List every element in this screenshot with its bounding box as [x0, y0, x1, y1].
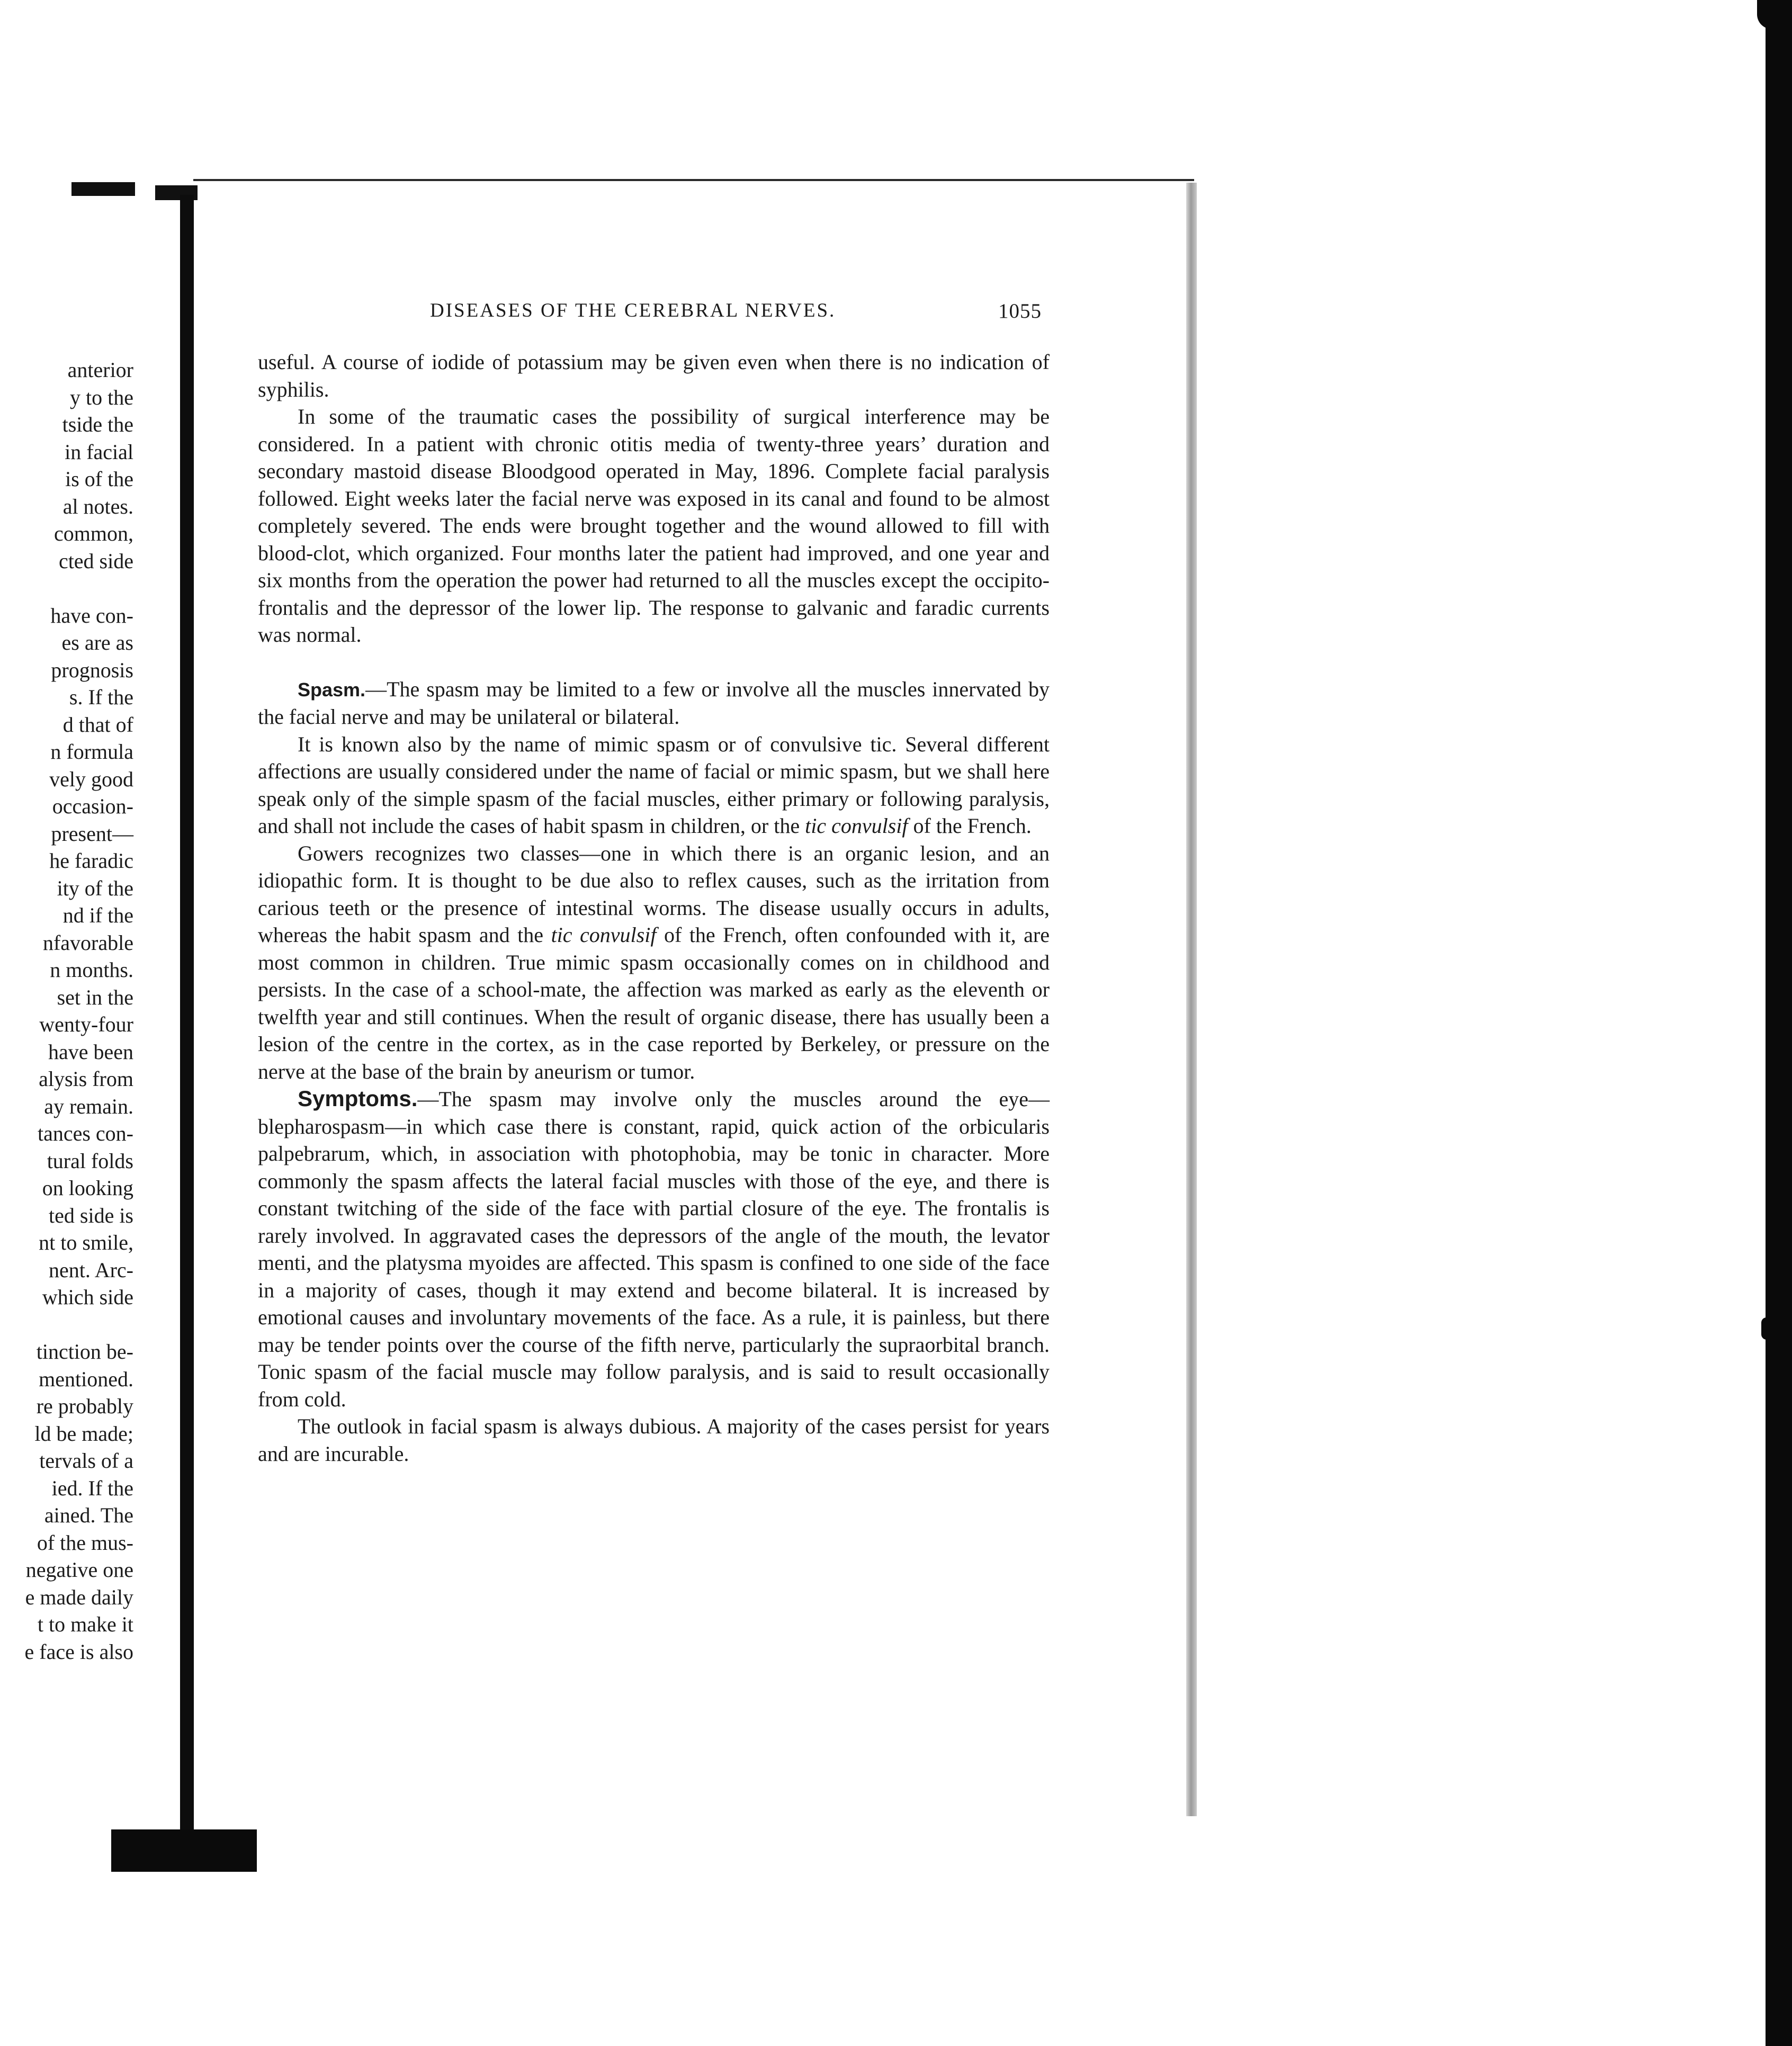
binding-clamp-top: [71, 182, 135, 196]
left-page-line: tural folds: [47, 1148, 133, 1173]
left-page-line: negative one: [25, 1558, 133, 1582]
page-right-edge: [1186, 183, 1197, 1816]
left-page-line: d that of: [62, 712, 133, 737]
left-page-line: [0, 575, 133, 602]
left-page-line: vely good: [49, 767, 133, 791]
left-page-line: [0, 1311, 133, 1339]
left-page-line: prognosis: [51, 658, 133, 682]
left-page-line: tinction be-: [36, 1340, 133, 1363]
paragraph-outlook: The outlook in facial spasm is always dubious. A majority of the cases persist for years and are incurable.: [258, 1414, 1050, 1466]
left-page-line: which side: [42, 1285, 133, 1309]
italic-term: tic convulsif: [805, 814, 908, 838]
left-page-line: occasion-: [52, 794, 133, 818]
binding-clamp-stem: [180, 195, 194, 1842]
running-header-title: DISEASES OF THE CEREBRAL NERVES.: [430, 300, 836, 321]
paragraph-mimic-spasm: [258, 731, 1050, 840]
left-page-line: ted side is: [49, 1203, 133, 1227]
left-page-line: n formula: [50, 740, 133, 764]
left-page-line: nfavorable: [42, 930, 133, 955]
left-page-line: in facial: [65, 439, 133, 464]
left-page-line: have been: [48, 1039, 133, 1064]
left-page-line: n months.: [50, 958, 133, 982]
left-page-line: wenty-four: [39, 1012, 133, 1036]
left-page-line: nent. Arc-: [49, 1258, 133, 1282]
page-body: [258, 348, 1050, 1467]
spasm-text: —The spasm may be limited to a few or involve all the muscles innervated by the facial nerve and may be unilateral or bilateral.: [258, 677, 1050, 729]
left-page-line: ied. If the: [51, 1476, 133, 1500]
left-page-fragment: [0, 356, 133, 1665]
left-page-line: es are as: [61, 631, 133, 654]
left-page-line: nd if the: [62, 903, 133, 927]
left-page-line: anterior: [67, 358, 133, 382]
paragraph-symptoms: [258, 1085, 1050, 1413]
left-page-line: mentioned.: [39, 1367, 133, 1391]
left-page-line: t to make it: [37, 1612, 133, 1636]
paragraph-spasm: [258, 676, 1050, 731]
left-page-line: is of the: [65, 467, 133, 491]
left-page-line: ld be made;: [34, 1421, 133, 1446]
symptoms-text: —The spasm may involve only the muscles around the eye—blepharospasm—in which case there is constant, rapid, quick action of the orbicularis palpebrarum, which, in association with photophobia, may be tonic in character. More commonly the spasm affects the lateral facial muscles with those of the eye, and there is constant twitching of the side of the face with partial closure of the eye. The frontalis is rarely involved. In aggravated cases the depressors of the angle of the mouth, the levator menti, and the platysma myoides are affected. This spasm is confined to one side of the face in a majority of cases, though it may extend and become bilateral. It is increased by emotional causes and involuntary movements of the face. As a rule, it is painless, but there may be tender points over the course of the fifth nerve, particularly the supraorbital branch. Tonic spasm of the facial muscle may follow paralysis, and is said to result occasionally from cold.: [258, 1087, 1050, 1411]
left-page-line: re probably: [36, 1394, 133, 1418]
left-page-line: have con-: [50, 603, 133, 627]
left-page-line: al notes.: [62, 494, 133, 518]
left-page-line: ained. The: [44, 1503, 133, 1527]
left-page-line: cted side: [58, 549, 133, 573]
section-heading-symptoms: Symptoms.: [298, 1086, 418, 1111]
left-page-line: nt to smile,: [39, 1231, 133, 1254]
scan-border-bump: [1761, 1317, 1773, 1340]
left-page-line: e made daily: [25, 1585, 133, 1609]
paragraph-treatment-end: useful. A course of iodide of potassium may be given even when there is no indication of syphilis.: [258, 350, 1050, 401]
mimic-spasm-text: It is known also by the name of mimic spasm or of convulsive tic. Several different affections are usually considered under the name of facial or mimic spasm, but we shall here speak only of the simple spasm of the facial muscles, either primary or following paralysis, and shall not include the cases of habit spasm in children, or the: [258, 732, 1050, 838]
left-page-line: alysis from: [39, 1067, 133, 1091]
left-page-line: tervals of a: [39, 1449, 133, 1473]
left-page-line: set in the: [57, 985, 133, 1009]
left-page-line: on looking: [42, 1176, 133, 1200]
left-page-line: ay remain.: [44, 1094, 133, 1118]
italic-term: tic convulsif: [551, 923, 657, 947]
scan-border-corner: [1757, 0, 1773, 29]
left-page-line: tances con-: [37, 1121, 133, 1145]
left-page-line: s. If the: [69, 685, 133, 709]
page-top-edge: [193, 179, 1194, 181]
left-page-line: present—: [51, 821, 133, 846]
left-page-line: y to the: [70, 385, 133, 409]
left-page-line: of the mus-: [37, 1530, 133, 1555]
mimic-spasm-text-end: of the French.: [908, 814, 1032, 838]
left-page-line: ity of the: [57, 876, 133, 900]
scan-border-right: [1766, 0, 1792, 2046]
gowers-text: Gowers recognizes two classes—one in which there is an organic lesion, and an idiopathic form. It is thought to be due also to reflex causes, such as the irritation from carious teeth or the presence of intestinal worms. The disease usually occurs in adults, whereas the habit spasm and the: [258, 841, 1050, 947]
paragraph-surgical: In some of the traumatic cases the possibility of surgical interference may be considered. In a patient with chronic otitis media of twenty-three years’ duration and secondary mastoid disease Bloodgood operated in May, 1896. Complete facial paralysis followed. Eight weeks later the facial nerve was exposed in its canal and found to be almost completely severed. The ends were brought together and the wound allowed to fill with blood-clot, which organized. Four months later the patient had improved, and one year and six months from the operation the power had returned to all the muscles except the occipito-frontalis and the depressor of the lower lip. The response to galvanic and faradic currents was normal.: [258, 405, 1050, 647]
gowers-text-end: of the French, often confounded with it, are most common in children. True mimic spasm occasionally comes on in childhood and persists. In the case of a school-mate, the affection was marked as early as the eleventh or twelfth year and still continues. When the result of organic disease, there has usually been a lesion of the centre in the cortex, as in the case reported by Berkeley, or pressure on the nerve at the base of the brain by aneurism or tumor.: [258, 923, 1050, 1083]
section-heading-spasm: Spasm.: [298, 678, 366, 701]
left-page-line: common,: [54, 522, 133, 545]
paragraph-gowers: [258, 840, 1050, 1085]
page-number: 1055: [998, 300, 1042, 322]
binding-clamp-foot: [111, 1829, 257, 1872]
left-page-line: e face is also: [24, 1639, 133, 1664]
left-page-line: tside the: [62, 412, 133, 436]
left-page-line: he faradic: [49, 849, 133, 873]
